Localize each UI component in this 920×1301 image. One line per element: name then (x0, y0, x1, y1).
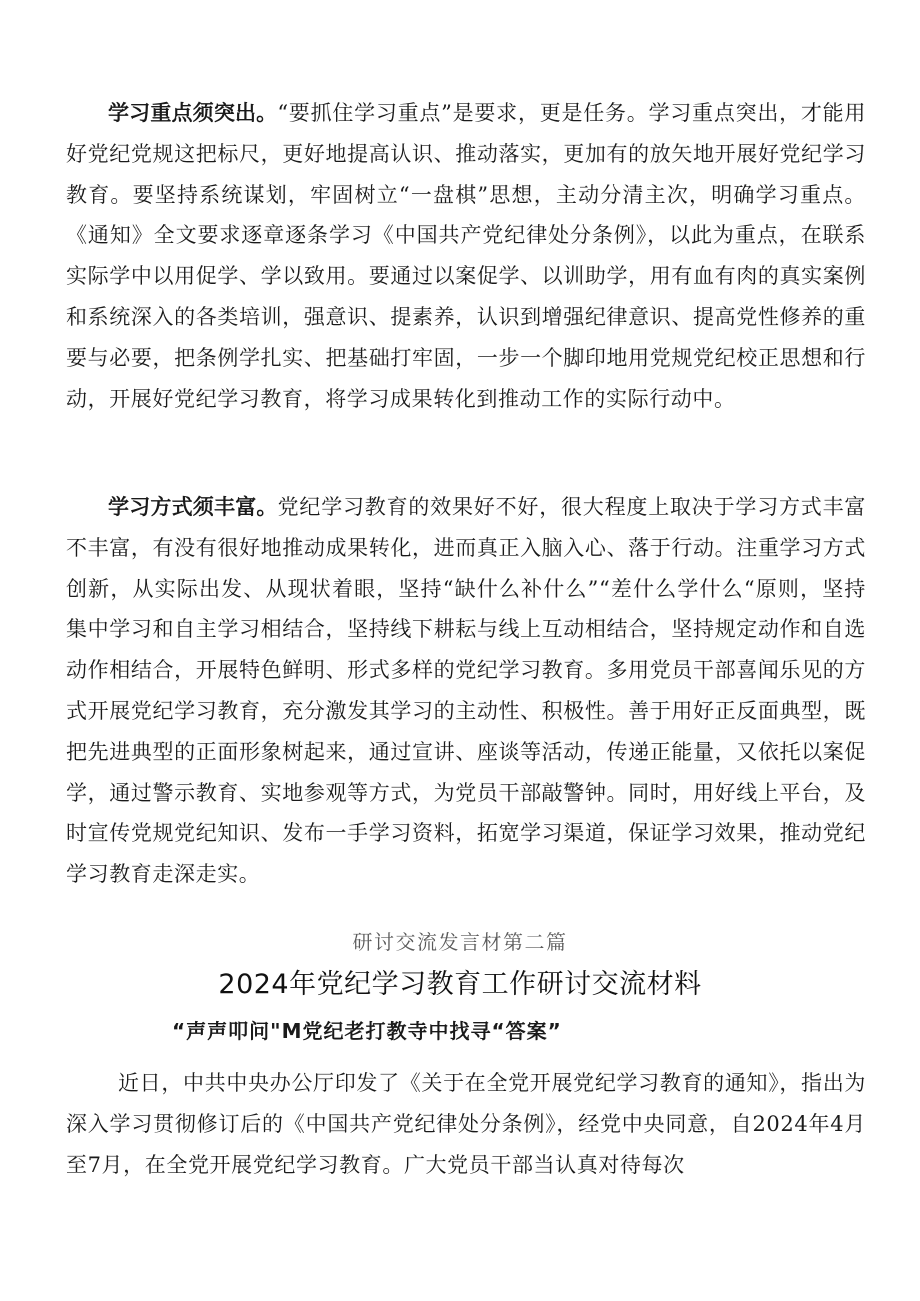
paragraph-body-study-focus: “要抓住学习重点”是要求，更是任务。学习重点突出，才能用好党纪党规这把标尺，更好地提高认识、推动落实，更加有的放矢地开展好党纪学习教育。要坚持系统谋划，牢固树立“一盘棋”思想，主动分清主次，明确学习重点。《通知》全文要求逐章逐条学习《中国共产党纪律处分条例》，以此为重点，在联系实际学中以用促学、学以致用。要通过以案促学、以训助学，用有血有肉的真实案例和系统深入的各类培训，强意识、提素养，认识到增强纪律意识、提高党性修养的重要与必要，把条例学扎实、把基础打牢固，一步一个脚印地用党规党纪校正思想和行动，开展好党纪学习教育，将学习成果转化到推动工作的实际行动中。 (66, 101, 866, 411)
paragraph-study-methods (66, 487, 866, 895)
paragraph-lead-study-methods: 学习方式须丰富。 (108, 495, 278, 519)
document-title: 2024年党纪学习教育工作研讨交流材料 (218, 969, 702, 1000)
paragraph-lead-study-focus: 学习重点须突出。 (108, 101, 278, 125)
paragraph-body-intro: 近日，中共中央办公厅印发了《关于在全党开展党纪学习教育的通知》，指出为深入学习贯彻修订后的《中国共产党纪律处分条例》，经党中央同意，自2024年4月至7月，在全党开展党纪学习教育。广大党员干部当认真对待每次 (66, 1071, 866, 1177)
part-label: 研讨交流发言材第二篇 (352, 930, 568, 954)
paragraph-intro (66, 1063, 866, 1185)
document-subtitle: “声声叩问"M党纪老打教寺中找寻“答案” (172, 1019, 562, 1043)
paragraph-body-study-methods: 党纪学习教育的效果好不好，很大程度上取决于学习方式丰富不丰富，有没有很好地推动成果转化，进而真正入脑入心、落于行动。注重学习方式创新，从实际出发、从现状着眼，坚持“缺什么补什么”“差什么学什么“原则，坚持集中学习和自主学习相结合，坚持线下耕耘与线上互动相结合，坚持规定动作和自选动作相结合，开展特色鲜明、形式多样的党纪学习教育。多用党员干部喜闻乐见的方式开展党纪学习教育，充分激发其学习的主动性、积极性。善于用好正反面典型，既把先进典型的正面形象树起来，通过宣讲、座谈等活动，传递正能量，又依托以案促学，通过警示教育、实地参观等方式，为党员干部敲警钟。同时，用好线上平台，及时宣传党规党纪知识、发布一手学习资料，拓宽学习渠道，保证学习效果，推动党纪学习教育走深走实。 (66, 495, 867, 887)
paragraph-study-focus (66, 93, 866, 419)
